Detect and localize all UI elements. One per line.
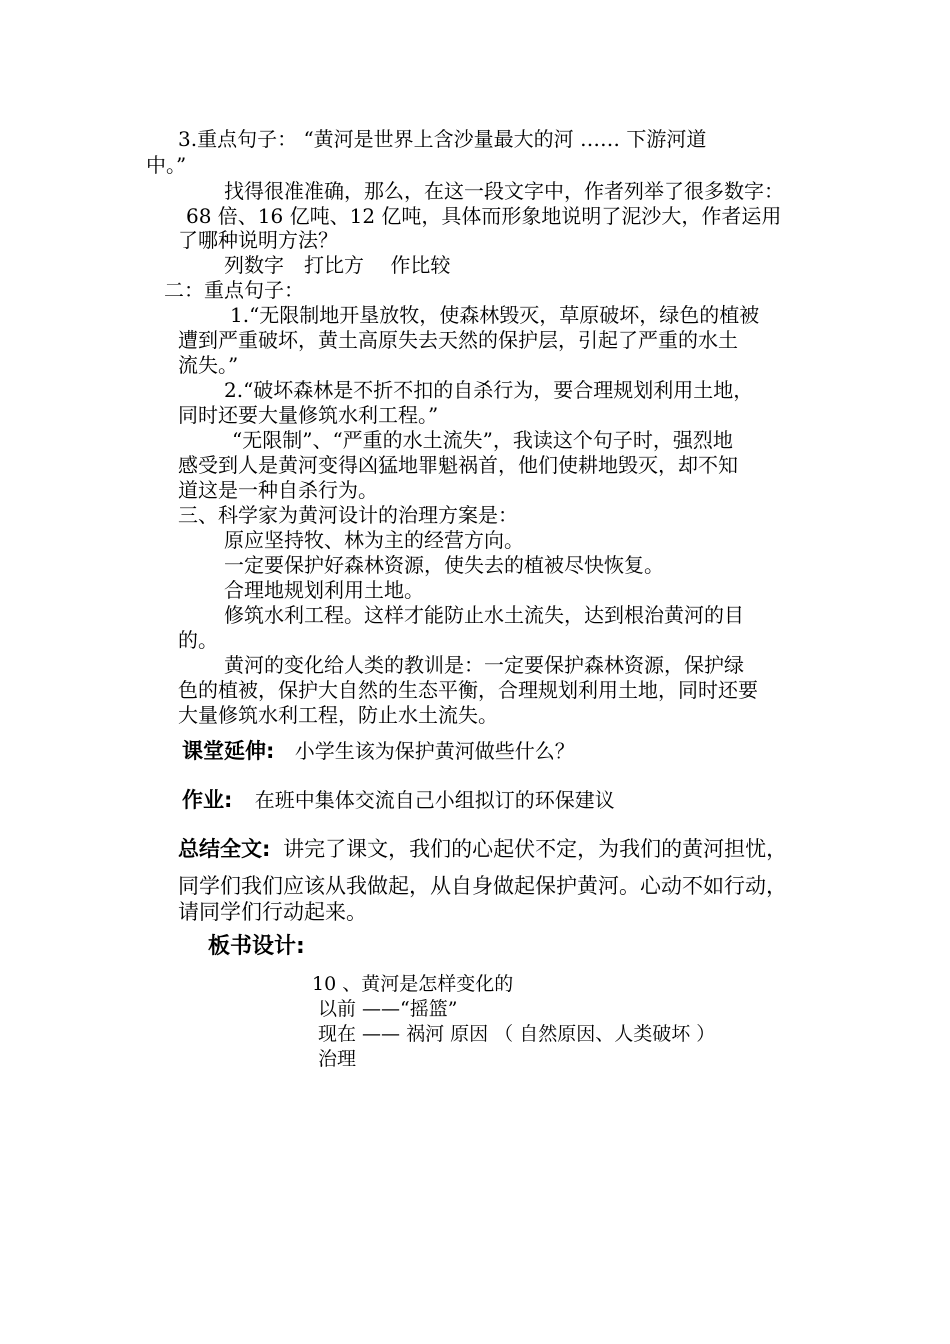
section-two-title: 二：重点句子： <box>164 278 304 302</box>
board-line-4: 治理 <box>318 1048 357 1070</box>
extension-row <box>182 738 575 764</box>
homework-row <box>182 787 615 813</box>
sentence-2-line-2: 同时还要大量修筑水利工程。” <box>178 403 439 427</box>
lesson-line-1: 黄河的变化给人类的教训是：一定要保护森林资源，保护绿 <box>224 653 744 677</box>
section-three-title: 三、科学家为黄河设计的治理方案是： <box>178 503 518 527</box>
board-line-2: 以前 ——“摇篮” <box>318 998 458 1020</box>
summary-line-3: 请同学们行动起来。 <box>178 900 367 924</box>
extension-label: 课堂延伸: <box>182 739 275 763</box>
plan-item-3: 合理地规划利用土地。 <box>224 578 424 602</box>
key-sentence-3-line-2: 中。” <box>146 153 187 177</box>
reflection-line-2: 感受到人是黄河变得凶猛地罪魁祸首，他们使耕地毁灭，却不知 <box>178 453 738 477</box>
extension-text: 小学生该为保护黄河做些什么？ <box>294 739 575 763</box>
board-line-1: 10 、黄河是怎样变化的 <box>312 973 514 995</box>
plan-item-4: 修筑水利工程。这样才能防止水土流失，达到根治黄河的目 <box>224 603 744 627</box>
numbers-paragraph-line-1: 找得很准准确，那么，在这一段文字中，作者列举了很多数字： <box>224 179 784 203</box>
board-line-3: 现在 —— 祸河 原因 （ 自然原因、人类破坏 ） <box>318 1023 716 1045</box>
homework-label: 作业: <box>182 788 233 812</box>
sentence-2-line-1: 2.“破坏森林是不折不扣的自杀行为，要合理规划利用土地， <box>224 378 754 402</box>
summary-line-1: 讲完了课文，我们的心起伏不定，为我们的黄河担忧， <box>283 837 788 861</box>
lesson-line-2: 色的植被，保护大自然的生态平衡，合理规划利用土地，同时还要 <box>178 678 758 702</box>
summary-line-2: 同学们我们应该从我做起，从自身做起保护黄河。心动不如行动， <box>178 874 787 898</box>
summary-row <box>178 836 787 862</box>
numbers-paragraph-line-2: 68 倍、16 亿吨、12 亿吨，具体而形象地说明了泥沙大，作者运用 <box>186 204 782 228</box>
sentence-1-line-3: 流失。” <box>178 353 239 377</box>
plan-item-2: 一定要保护好森林资源，使失去的植被尽快恢复。 <box>224 553 664 577</box>
sentence-1-line-2: 遭到严重破坏，黄土高原失去天然的保护层，引起了严重的水土 <box>178 328 738 352</box>
numbers-paragraph-line-3: 了哪种说明方法？ <box>178 228 338 252</box>
board-design-title: 板书设计: <box>208 934 305 959</box>
plan-item-1: 原应坚持牧、林为主的经营方向。 <box>224 528 524 552</box>
key-sentence-3-line-1: 3.重点句子： “黄河是世界上含沙量最大的河 …… 下游河道 <box>178 127 707 151</box>
methods-answer: 列数字 打比方 作比较 <box>224 253 451 277</box>
homework-text: 在班中集体交流自己小组拟订的环保建议 <box>254 788 615 812</box>
plan-item-4-cont: 的。 <box>178 628 218 652</box>
reflection-line-1: “无限制”、“严重的水土流失”，我读这个句子时，强烈地 <box>232 428 733 452</box>
reflection-line-3: 道这是一种自杀行为。 <box>178 478 378 502</box>
lesson-line-3: 大量修筑水利工程，防止水土流失。 <box>178 703 498 727</box>
sentence-1-line-1: 1.“无限制地开垦放牧，使森林毁灭，草原破坏，绿色的植被 <box>230 303 760 327</box>
summary-label: 总结全文: <box>178 837 271 861</box>
